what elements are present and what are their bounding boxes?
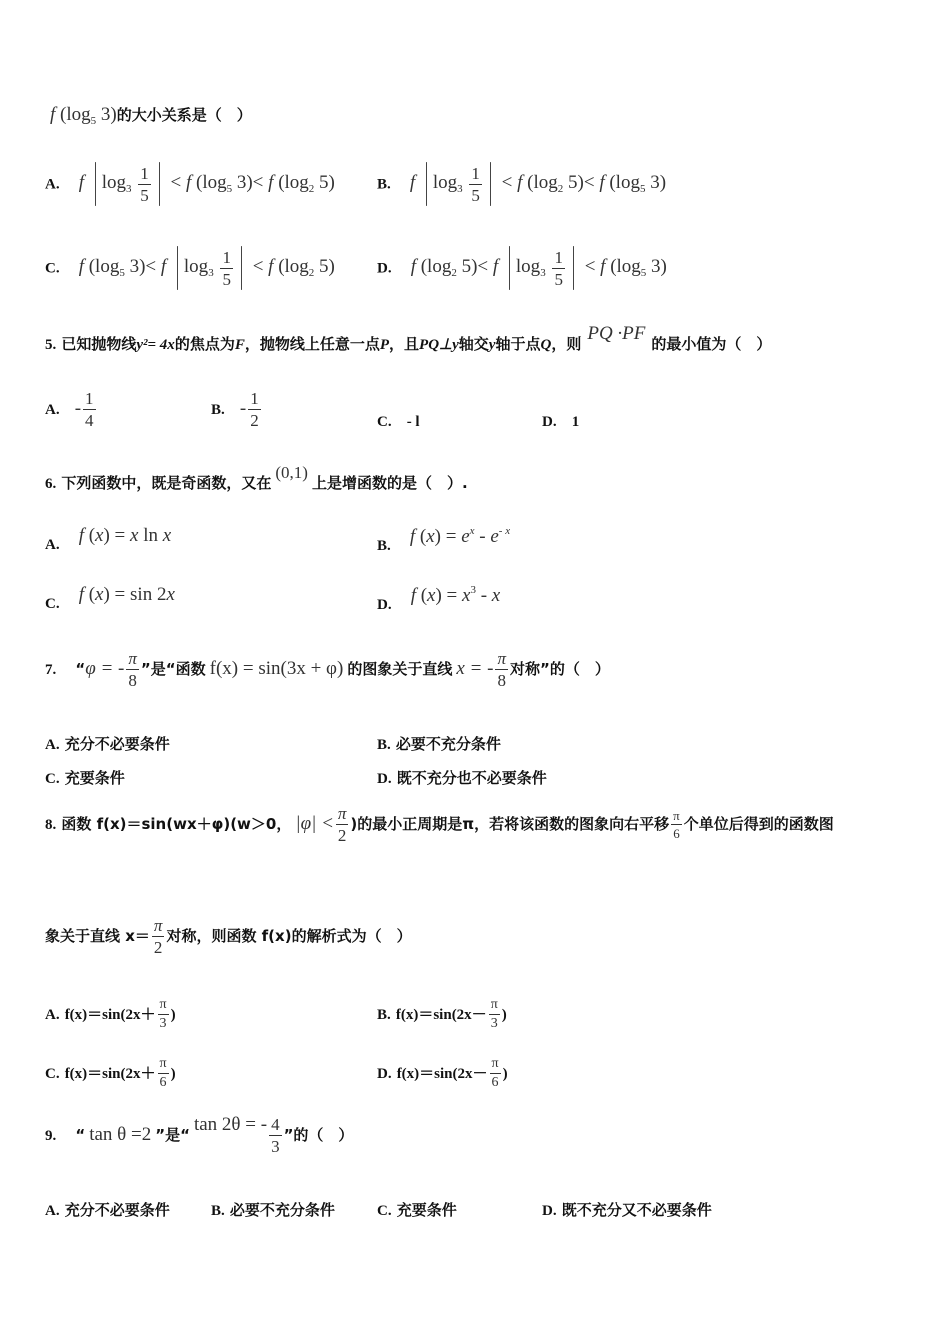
q5-option-a[interactable] xyxy=(45,390,98,429)
option-text: 既不充分又不必要条件 xyxy=(561,1201,712,1219)
option-suffix: ) xyxy=(170,1007,176,1023)
q4-stem-text: 的大小关系是（ ） xyxy=(116,106,252,124)
numerator: π xyxy=(337,804,347,823)
option-label: B. xyxy=(377,538,391,554)
q7-text: 对称”的（ ） xyxy=(509,660,610,678)
option-label: B. xyxy=(211,1203,225,1219)
q6-text: 上是增函数的是（ ）. xyxy=(311,474,468,492)
q9-tan2-eq: tan 2θ = - xyxy=(193,1114,268,1135)
denominator: 6 xyxy=(490,1073,501,1090)
q7-text: “ xyxy=(75,660,86,678)
q5-option-d[interactable] xyxy=(542,411,579,431)
option-label: D. xyxy=(377,771,392,787)
numerator: π xyxy=(159,1056,167,1071)
q8-text: )的最小正周期是π，若将该函数的图象向右平移 xyxy=(350,815,670,833)
q8-text: 象关于直线 x＝ xyxy=(45,927,150,945)
q6-interval: (0,1) xyxy=(275,463,308,482)
denominator: 2 xyxy=(152,936,165,956)
q7-text: 的图象关于直线 xyxy=(347,660,453,678)
q7-option-d[interactable] xyxy=(377,767,547,788)
option-label: D. xyxy=(542,414,557,430)
question-number: 9. xyxy=(45,1128,57,1144)
option-text: 既不充分也不必要条件 xyxy=(396,769,547,787)
q8-option-d[interactable] xyxy=(377,1057,508,1090)
numerator: 1 xyxy=(85,389,94,408)
numerator: π xyxy=(490,997,498,1012)
q6-option-c[interactable] xyxy=(45,584,175,614)
q8-text: 对称，则函数 f(x)的解析式为（ ） xyxy=(166,927,412,945)
denominator: 2 xyxy=(250,411,259,430)
q4-option-a[interactable] xyxy=(45,162,335,206)
option-prefix: f(x)＝sin(2x＋ xyxy=(64,1007,156,1023)
option-value: - l xyxy=(406,414,420,430)
option-label: A. xyxy=(45,1007,60,1023)
q6-option-c-math: f (x) = sin 2x xyxy=(78,584,175,605)
option-label: B. xyxy=(377,1007,391,1023)
q5-stem xyxy=(45,323,772,355)
denominator: 4 xyxy=(85,411,94,430)
q5-option-b[interactable] xyxy=(211,390,263,429)
numerator: π xyxy=(128,649,137,668)
numerator: π xyxy=(159,997,167,1012)
q8-text: 函数 f(x)＝sin(wx＋φ)(w＞0， xyxy=(61,815,292,833)
denominator: 3 xyxy=(489,1014,500,1031)
q9-option-d[interactable] xyxy=(542,1199,712,1220)
q4-option-b[interactable] xyxy=(377,162,666,206)
q5-text: ，则 xyxy=(551,335,582,353)
q5-PQ: PQ⊥y xyxy=(419,337,459,353)
option-label: C. xyxy=(377,414,392,430)
question-number: 5. xyxy=(45,337,57,353)
q9-option-a[interactable] xyxy=(45,1199,170,1220)
denominator: 3 xyxy=(271,1137,280,1156)
q5-option-a-math xyxy=(74,389,98,430)
q9-text: ”是“ xyxy=(155,1126,190,1144)
option-label: A. xyxy=(45,537,60,553)
numerator: 4 xyxy=(271,1115,280,1134)
option-label: D. xyxy=(542,1203,557,1219)
q7-stem xyxy=(45,650,610,689)
numerator: π xyxy=(673,808,680,823)
q7-option-b[interactable] xyxy=(377,733,501,754)
q5-option-c[interactable] xyxy=(377,411,420,431)
option-label: A. xyxy=(45,737,60,753)
q4-option-c-math: f ($\log_5$ 3)< f $\log_3$ $\frac{1}{5}$ < f ($\log_2$ 5) xyxy=(78,247,335,289)
option-prefix: f(x)＝sin(2x－ xyxy=(395,1007,487,1023)
option-text: 充分不必要条件 xyxy=(64,735,170,753)
q6-option-a-math: f (x) = x ln x xyxy=(78,525,172,546)
q6-option-b-math: f $(x) = e^x - e^{- x}$ xyxy=(409,525,511,547)
denominator: 8 xyxy=(495,669,508,689)
q4-stem-math: f ($\log_5$ 3) xyxy=(50,104,117,127)
q7-option-a[interactable] xyxy=(45,733,170,754)
q9-option-b[interactable] xyxy=(211,1199,335,1220)
option-label: C. xyxy=(45,1066,60,1082)
option-prefix: f(x)＝sin(2x＋ xyxy=(64,1066,156,1082)
q6-option-d-math: f $(x) = x^3 - x$ xyxy=(410,584,501,606)
numerator: π xyxy=(497,649,506,668)
option-text: 充要条件 xyxy=(396,1201,457,1219)
q4-option-a-math: f $\log_3$ $\frac{1}{5}$ < f ($\log_5$ 3)< f ($\log_2$ 5) xyxy=(78,163,335,205)
q8-abs-phi: |φ| < xyxy=(295,813,334,834)
q8-stem xyxy=(45,805,834,844)
q8-text: 个单位后得到的函数图 xyxy=(683,815,834,833)
q7-function: f(x) = sin(3x + φ) xyxy=(209,658,344,679)
option-label: D. xyxy=(377,1066,392,1082)
question-number: 8. xyxy=(45,817,57,833)
question-number: 6. xyxy=(45,476,57,492)
option-text: 充要条件 xyxy=(64,769,125,787)
option-text: 必要不充分条件 xyxy=(229,1201,335,1219)
denominator: 3 xyxy=(158,1014,169,1031)
q7-x-eq: x = - xyxy=(456,658,494,679)
q4-option-c[interactable] xyxy=(45,246,335,290)
q9-text: “ xyxy=(75,1126,86,1144)
q7-option-c[interactable] xyxy=(45,767,125,788)
option-label: C. xyxy=(45,260,60,277)
q4-option-d-math: f ($\log_2$ 5)< f $\log_3$ $\frac{1}{5}$ < f ($\log_5$ 3) xyxy=(410,247,667,289)
q5-P: P xyxy=(379,337,390,353)
option-label: C. xyxy=(377,1203,392,1219)
question-number: 7. xyxy=(45,662,57,678)
q6-option-a[interactable] xyxy=(45,525,172,555)
option-label: A. xyxy=(45,176,60,193)
q9-tan-eq: tan θ =2 xyxy=(89,1124,152,1145)
q8-option-b[interactable] xyxy=(377,998,507,1031)
option-label: D. xyxy=(377,260,392,277)
option-label: C. xyxy=(45,771,60,787)
option-value: 1 xyxy=(571,414,580,430)
option-label: A. xyxy=(45,1203,60,1219)
denominator: 2 xyxy=(336,824,349,844)
q6-option-b[interactable] xyxy=(377,525,511,556)
q5-text: 轴交 xyxy=(458,335,489,353)
denominator: 8 xyxy=(126,669,139,689)
q5-text: 的焦点为 xyxy=(174,335,235,353)
q6-text: 下列函数中，既是奇函数，又在 xyxy=(61,474,272,492)
q4-option-d[interactable] xyxy=(377,246,667,290)
q6-option-d[interactable] xyxy=(377,584,501,615)
q6-stem xyxy=(45,463,468,493)
q5-option-b-math xyxy=(239,389,263,430)
q5-dot-product: PQ ·PF xyxy=(587,323,646,344)
q8-option-a[interactable] xyxy=(45,998,176,1031)
q5-Q: Q xyxy=(540,337,552,353)
denominator: 6 xyxy=(158,1073,169,1090)
q9-option-c[interactable] xyxy=(377,1199,457,1220)
option-label: B. xyxy=(211,401,225,418)
q5-text: ，抛物线上任意一点 xyxy=(244,335,380,353)
option-label: D. xyxy=(377,597,392,613)
option-suffix: ) xyxy=(501,1007,507,1023)
q8-stem-line2 xyxy=(45,917,412,956)
numerator: π xyxy=(153,916,163,935)
q5-eq: y²= 4x xyxy=(136,337,175,353)
q4-option-b-math: f $\log_3$ $\frac{1}{5}$ < f ($\log_2$ 5)< f ($\log_5$ 3) xyxy=(409,163,667,205)
option-suffix: ) xyxy=(170,1066,176,1082)
q5-y: y xyxy=(488,337,496,353)
q7-phi-eq: φ = - xyxy=(85,658,125,679)
numerator: 1 xyxy=(250,389,259,408)
option-label: C. xyxy=(45,596,60,612)
q5-text: 的最小值为（ ） xyxy=(651,335,772,353)
option-label: B. xyxy=(377,737,391,753)
numerator: π xyxy=(491,1056,499,1071)
q4-stem xyxy=(50,104,252,127)
q5-F: F xyxy=(234,337,245,353)
option-label: A. xyxy=(45,401,60,418)
minus-sign: - xyxy=(239,397,247,419)
denominator: 6 xyxy=(671,824,682,840)
q5-text: 轴于点 xyxy=(495,335,541,353)
option-text: 充分不必要条件 xyxy=(64,1201,170,1219)
option-suffix: ) xyxy=(502,1066,508,1082)
q8-option-c[interactable] xyxy=(45,1057,176,1090)
option-label: B. xyxy=(377,176,391,193)
q5-text: 已知抛物线 xyxy=(61,335,137,353)
q7-text: ”是“函数 xyxy=(140,660,206,678)
q9-text: ”的（ ） xyxy=(283,1126,354,1144)
option-text: 必要不充分条件 xyxy=(395,735,501,753)
option-prefix: f(x)＝sin(2x－ xyxy=(396,1066,488,1082)
q9-stem xyxy=(45,1116,353,1155)
q5-text: ，且 xyxy=(389,335,420,353)
minus-sign: - xyxy=(74,397,82,419)
